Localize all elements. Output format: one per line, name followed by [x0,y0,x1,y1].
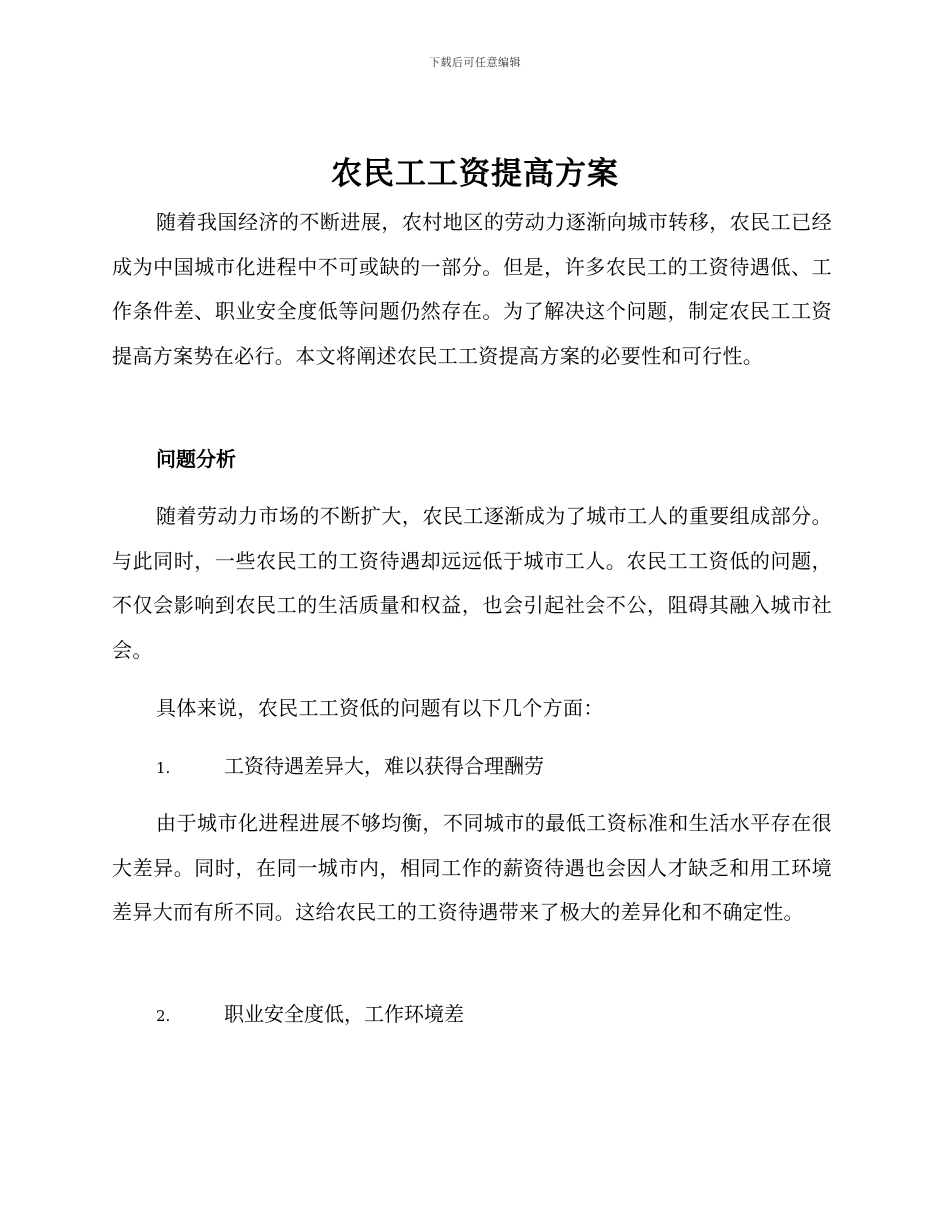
document-title: 农民工工资提高方案 [331,156,619,192]
list-item [156,998,464,1032]
list-item-number: 1. [156,759,171,777]
section-heading: 问题分析 [156,447,236,471]
analysis-paragraph: 随着劳动力市场的不断扩大，农民工逐渐成为了城市工人的重要组成部分。与此同时，一些农民工的工资待遇却远远低于城市工人。农民工工资低的问题，不仅会影响到农民工的生活质量和权益，也会引起社会不公，阻碍其融入城市社会。 [112,504,832,662]
list-item-text: 工资待遇差异大，难以获得合理酬劳 [224,754,544,778]
specifics-intro: 具体来说，农民工工资低的问题有以下几个方面： [156,696,604,720]
intro-paragraph: 随着我国经济的不断进展，农村地区的劳动力逐渐向城市转移，农民工已经成为中国城市化进程中不可或缺的一部分。但是，许多农民工的工资待遇低、工作条件差、职业安全度低等问题仍然存在。为了解决这个问题，制定农民工工资提高方案势在必行。本文将阐述农民工工资提高方案的必要性和可行性。 [112,210,832,368]
list-item-number: 2. [156,1007,171,1025]
item-detail-paragraph: 由于城市化进程进展不够均衡，不同城市的最低工资标准和生活水平存在很大差异。同时，在同一城市内，相同工作的薪资待遇也会因人才缺乏和用工环境差异大而有所不同。这给农民工的工资待遇带来了极大的差异化和不确定性。 [112,811,832,924]
list-item [156,750,544,784]
header-note: 下载后可任意编辑 [429,56,521,69]
list-item-text: 职业安全度低，工作环境差 [224,1002,464,1026]
